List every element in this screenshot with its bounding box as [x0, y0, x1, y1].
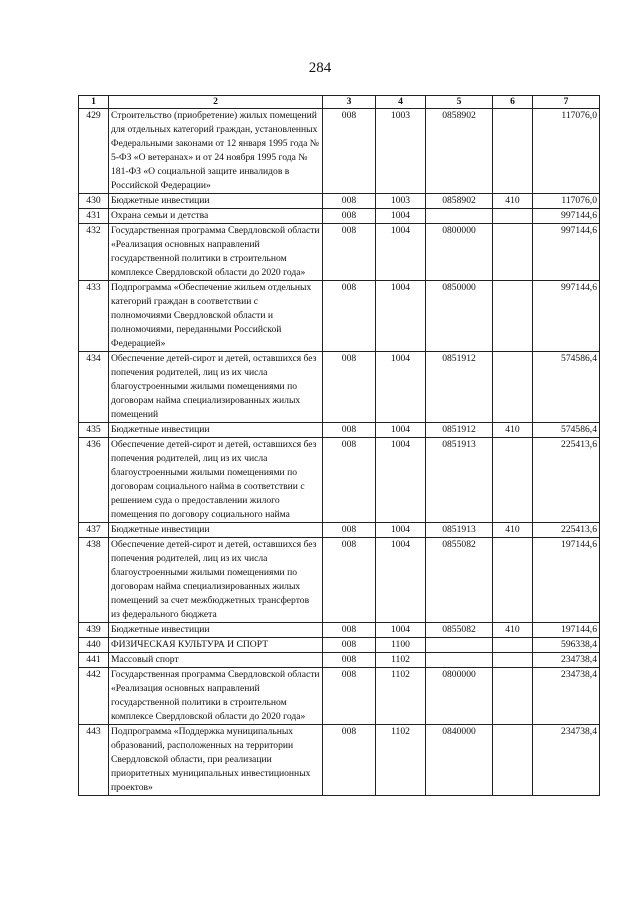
ministry-code: 008 — [323, 638, 376, 653]
row-name: Бюджетные инвестиции — [109, 423, 323, 438]
ministry-code: 008 — [323, 668, 376, 725]
expense-type-code: 410 — [493, 623, 533, 638]
target-code: 0851913 — [426, 523, 493, 538]
column-header: 1 — [79, 96, 109, 109]
expense-type-code: 410 — [493, 523, 533, 538]
table-row — [79, 109, 600, 194]
expense-type-code — [493, 352, 533, 423]
row-number: 432 — [79, 224, 109, 281]
table-row — [79, 725, 600, 796]
row-amount: 197144,6 — [533, 623, 600, 638]
table-row — [79, 623, 600, 638]
table-row — [79, 194, 600, 209]
ministry-code: 008 — [323, 653, 376, 668]
target-code: 0800000 — [426, 668, 493, 725]
row-amount: 997144,6 — [533, 224, 600, 281]
section-code: 1004 — [376, 281, 426, 352]
row-number: 437 — [79, 523, 109, 538]
target-code: 0858902 — [426, 194, 493, 209]
expense-type-code — [493, 224, 533, 281]
row-name: Массовый спорт — [109, 653, 323, 668]
ministry-code: 008 — [323, 109, 376, 194]
table-row — [79, 224, 600, 281]
section-code: 1003 — [376, 194, 426, 209]
expense-type-code — [493, 653, 533, 668]
section-code: 1003 — [376, 109, 426, 194]
target-code — [426, 653, 493, 668]
row-name: Подпрограмма «Поддержка муниципальных образований, расположенных на территории Свердловской области, при реализации приоритетных муниципальных инвестиционных проектов» — [109, 725, 323, 796]
row-number: 430 — [79, 194, 109, 209]
section-code: 1102 — [376, 725, 426, 796]
row-name: Государственная программа Свердловской области «Реализация основных направлений государственной политики в строительном комплексе Свердловской области до 2020 года» — [109, 224, 323, 281]
row-name: Бюджетные инвестиции — [109, 523, 323, 538]
table-row — [79, 423, 600, 438]
expense-type-code — [493, 438, 533, 523]
ministry-code: 008 — [323, 523, 376, 538]
table-row — [79, 209, 600, 224]
ministry-code: 008 — [323, 352, 376, 423]
expense-type-code — [493, 209, 533, 224]
row-number: 440 — [79, 638, 109, 653]
row-number: 442 — [79, 668, 109, 725]
section-code: 1004 — [376, 523, 426, 538]
table-row — [79, 668, 600, 725]
target-code: 0850000 — [426, 281, 493, 352]
row-name: Обеспечение детей-сирот и детей, оставшихся без попечения родителей, лиц из их числа благоустроенными жилыми помещениями по договорам найма специализированных жилых помещений — [109, 352, 323, 423]
row-amount: 997144,6 — [533, 209, 600, 224]
target-code: 0851912 — [426, 423, 493, 438]
expense-type-code — [493, 109, 533, 194]
row-amount: 225413,6 — [533, 438, 600, 523]
column-header: 4 — [376, 96, 426, 109]
expense-type-code — [493, 638, 533, 653]
table-row — [79, 438, 600, 523]
expense-type-code — [493, 725, 533, 796]
target-code: 0800000 — [426, 224, 493, 281]
row-name: Государственная программа Свердловской области «Реализация основных направлений государственной политики в строительном комплексе Свердловской области до 2020 года» — [109, 668, 323, 725]
row-amount: 234738,4 — [533, 725, 600, 796]
row-number: 429 — [79, 109, 109, 194]
target-code — [426, 209, 493, 224]
expense-type-code — [493, 281, 533, 352]
row-name: Охрана семьи и детства — [109, 209, 323, 224]
row-number: 443 — [79, 725, 109, 796]
row-amount: 234738,4 — [533, 653, 600, 668]
row-amount: 225413,6 — [533, 523, 600, 538]
ministry-code: 008 — [323, 423, 376, 438]
ministry-code: 008 — [323, 224, 376, 281]
row-name: Строительство (приобретение) жилых помещений для отдельных категорий граждан, установленных Федеральными законами от 12 января 1995 года № 5-ФЗ «О ветеранах» и от 24 ноября 1995 года № 181-ФЗ «О социальной защите инвалидов в Российской Федерации» — [109, 109, 323, 194]
column-header: 3 — [323, 96, 376, 109]
section-code: 1102 — [376, 668, 426, 725]
row-number: 431 — [79, 209, 109, 224]
row-amount: 574586,4 — [533, 423, 600, 438]
row-number: 433 — [79, 281, 109, 352]
table-row — [79, 653, 600, 668]
row-name: Обеспечение детей-сирот и детей, оставшихся без попечения родителей, лиц из их числа благоустроенными жилыми помещениями по договорам социального найма в соответствии с решением суда о предоставлении жилого помещения по договору социального найма — [109, 438, 323, 523]
column-header: 2 — [109, 96, 323, 109]
row-name: Подпрограмма «Обеспечение жильем отдельных категорий граждан в соответствии с полномочиями Свердловской области и полномочиями, переданными Российской Федерацией» — [109, 281, 323, 352]
row-name: Бюджетные инвестиции — [109, 194, 323, 209]
row-name: ФИЗИЧЕСКАЯ КУЛЬТУРА И СПОРТ — [109, 638, 323, 653]
row-amount: 997144,6 — [533, 281, 600, 352]
row-number: 436 — [79, 438, 109, 523]
column-header: 7 — [533, 96, 600, 109]
section-code: 1102 — [376, 653, 426, 668]
row-number: 441 — [79, 653, 109, 668]
row-number: 438 — [79, 538, 109, 623]
column-header: 5 — [426, 96, 493, 109]
expense-type-code: 410 — [493, 194, 533, 209]
section-code: 1004 — [376, 224, 426, 281]
table-row — [79, 523, 600, 538]
row-amount: 234738,4 — [533, 668, 600, 725]
target-code: 0858902 — [426, 109, 493, 194]
row-amount: 117076,0 — [533, 194, 600, 209]
row-number: 434 — [79, 352, 109, 423]
row-amount: 574586,4 — [533, 352, 600, 423]
expense-type-code — [493, 538, 533, 623]
expense-type-code: 410 — [493, 423, 533, 438]
target-code: 0851912 — [426, 352, 493, 423]
target-code: 0855082 — [426, 623, 493, 638]
section-code: 1004 — [376, 538, 426, 623]
row-amount: 117076,0 — [533, 109, 600, 194]
table-row — [79, 352, 600, 423]
expense-type-code — [493, 668, 533, 725]
ministry-code: 008 — [323, 194, 376, 209]
budget-table — [78, 95, 600, 796]
section-code: 1004 — [376, 438, 426, 523]
ministry-code: 008 — [323, 538, 376, 623]
row-amount: 197144,6 — [533, 538, 600, 623]
ministry-code: 008 — [323, 438, 376, 523]
target-code: 0851913 — [426, 438, 493, 523]
ministry-code: 008 — [323, 281, 376, 352]
section-code: 1004 — [376, 623, 426, 638]
row-number: 439 — [79, 623, 109, 638]
column-header: 6 — [493, 96, 533, 109]
section-code: 1100 — [376, 638, 426, 653]
ministry-code: 008 — [323, 209, 376, 224]
section-code: 1004 — [376, 423, 426, 438]
page-number: 284 — [308, 60, 332, 76]
row-name: Бюджетные инвестиции — [109, 623, 323, 638]
table-row — [79, 638, 600, 653]
section-code: 1004 — [376, 209, 426, 224]
section-code: 1004 — [376, 352, 426, 423]
row-amount: 596338,4 — [533, 638, 600, 653]
row-name: Обеспечение детей-сирот и детей, оставшихся без попечения родителей, лиц из их числа благоустроенными жилыми помещениями по договорам найма специализированных жилых помещений за счет межбюджетных трансфертов из федерального бюджета — [109, 538, 323, 623]
table-row — [79, 281, 600, 352]
header-row — [79, 96, 600, 109]
ministry-code: 008 — [323, 623, 376, 638]
row-number: 435 — [79, 423, 109, 438]
target-code — [426, 638, 493, 653]
target-code: 0855082 — [426, 538, 493, 623]
target-code: 0840000 — [426, 725, 493, 796]
ministry-code: 008 — [323, 725, 376, 796]
table-row — [79, 538, 600, 623]
